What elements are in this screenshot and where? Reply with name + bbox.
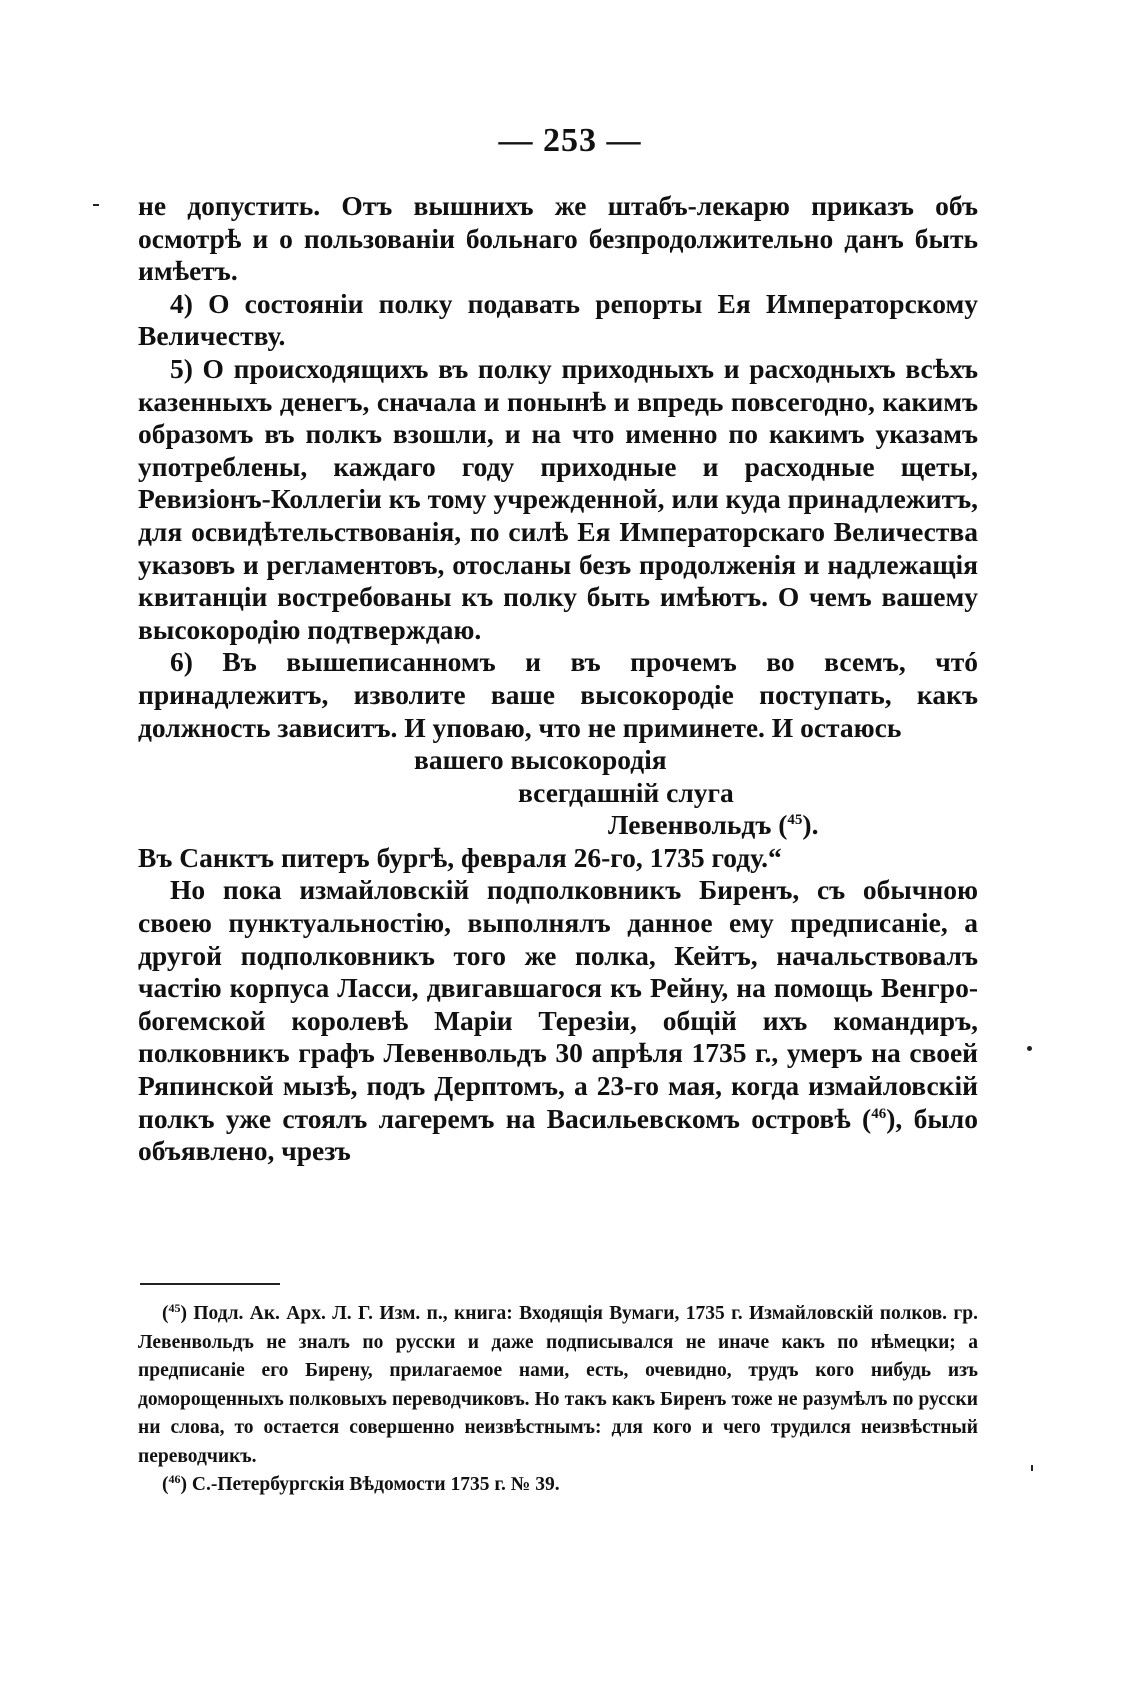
paragraph-item-6: 6) Въ вышеписанномъ и въ прочемъ во всемъ, чтó принадлежитъ, изволите ваше высокородіе поступать, какъ должность зависитъ. И уповаю, что не приминете. И остаюсь	[138, 646, 978, 743]
signature-name: Левенвольдъ (	[608, 809, 788, 841]
footnote-ref-46: 46	[871, 1105, 887, 1122]
paragraph-item-5: 5) О происходящихъ въ полку приходныхъ и расходныхъ всѣхъ казенныхъ денегъ, сначала и понынѣ и впредь повсегодно, какимъ образомъ въ полкъ взошли, и на что именно по какимъ указамъ употреблены, каждаго году приходные и расходные щеты, Ревизіонъ-Коллегіи къ тому учрежденной, или куда принадлежитъ, для освидѣтельствованія, по силѣ Ея Императорскаго Величества указовъ и регламентовъ, отосланы безъ продолженія и надлежащія квитанціи востребованы къ полку быть имѣютъ. О чемъ вашему высокородію подтверждаю.	[138, 352, 978, 645]
signature-line	[138, 809, 978, 842]
paragraph-narrative-end: ), было объявлено, чрезъ	[138, 1102, 978, 1167]
footnote-ref-45: 45	[787, 812, 803, 829]
footnote-46-text: ) С.-Петербургскія Вѣдомости 1735 г. № 39.	[180, 1474, 560, 1495]
closing-line-1: вашего высокородія	[414, 744, 667, 776]
main-text	[138, 190, 978, 1168]
print-speck	[93, 204, 99, 206]
paragraph-narrative-text: Но пока измайловскій подполковникъ Биренъ, съ обычною своею пунктуальностію, выполнялъ данное ему предписаніе, а другой подполковникъ того же полка, Кейтъ, начальствовалъ частію корпуса Ласси, двигавшагося къ Рейну, на помощь Венгро-богемской королевѣ Маріи Терезіи, общій ихъ командиръ, полковникъ графъ Левенвольдъ 30 апрѣля 1735 г., умеръ на своей Ряпинской мызѣ, подъ Дерптомъ, а 23-го мая, когда измайловскій полкъ уже стоялъ лагеремъ на Васильевскомъ островѣ (	[138, 874, 978, 1134]
footnote-divider	[140, 1283, 280, 1285]
print-speck	[1027, 1046, 1032, 1051]
paragraph-continuation: не допустить. Отъ вышнихъ же штабъ-лекарю приказъ объ осмотрѣ и о пользованіи больнаго безпродолжительно данъ быть имѣетъ.	[138, 190, 978, 287]
page-number: — 253 —	[498, 122, 642, 159]
footnotes	[138, 1300, 978, 1500]
footnote-46-number: 46	[168, 1472, 181, 1486]
footnote-45: ($^{45}$) Подл. Ак. Арх. Л. Г. Изм. п., книга: Входящія Вумаги, 1735 г. Измайловскій полков. гр. Левенвольдъ не зналъ по русски и даже подписывался не иначе какъ по нѣмецки; а предписаніе его Бирену, прилагаемое нами, есть, очевидно, трудъ кого нибудь изъ доморощенныхъ полковыхъ переводчиковъ. Но такъ какъ Биренъ тоже не разумѣлъ по русски ни слова, то остается совершенно неизвѣстнымъ: для кого и чего трудился неизвѣстный переводчикъ.	[138, 1301, 978, 1467]
closing-line-2: всегдашній слуга	[518, 776, 734, 808]
paragraph-item-4: 4) О состояніи полку подавать репорты Ея Императорскому Величеству.	[138, 287, 978, 352]
footnote-45-text: ) Подл. Ак. Арх. Л. Г. Изм. п., книга: Входящія Вумаги, 1735 г. Измайловскій полков. гр. Левенвольдъ не зналъ по русски и даже подписывался не иначе какъ по нѣмецки; а предписаніе его Бирену, прилагаемое нами, есть, очевидно, трудъ кого нибудь изъ доморощенныхъ полковыхъ переводчиковъ. Но такъ какъ Биренъ тоже не разумѣлъ по русски ни слова, то остается совершенно неизвѣстнымъ: для кого и чего трудился неизвѣстный переводчикъ.	[138, 1303, 978, 1467]
signature-end: ).	[802, 809, 819, 841]
footnote-45-number: 45	[168, 1301, 181, 1315]
footnote-46: ($^{46}$) С.-Петербургскія Вѣдомости 1735 г. № 39.	[162, 1472, 560, 1495]
dateline: Въ Санктъ питеръ бургѣ, февраля 26-го, 1735 году.“	[138, 841, 782, 873]
paragraph-narrative	[138, 874, 978, 1167]
print-speck	[1031, 1465, 1033, 1471]
